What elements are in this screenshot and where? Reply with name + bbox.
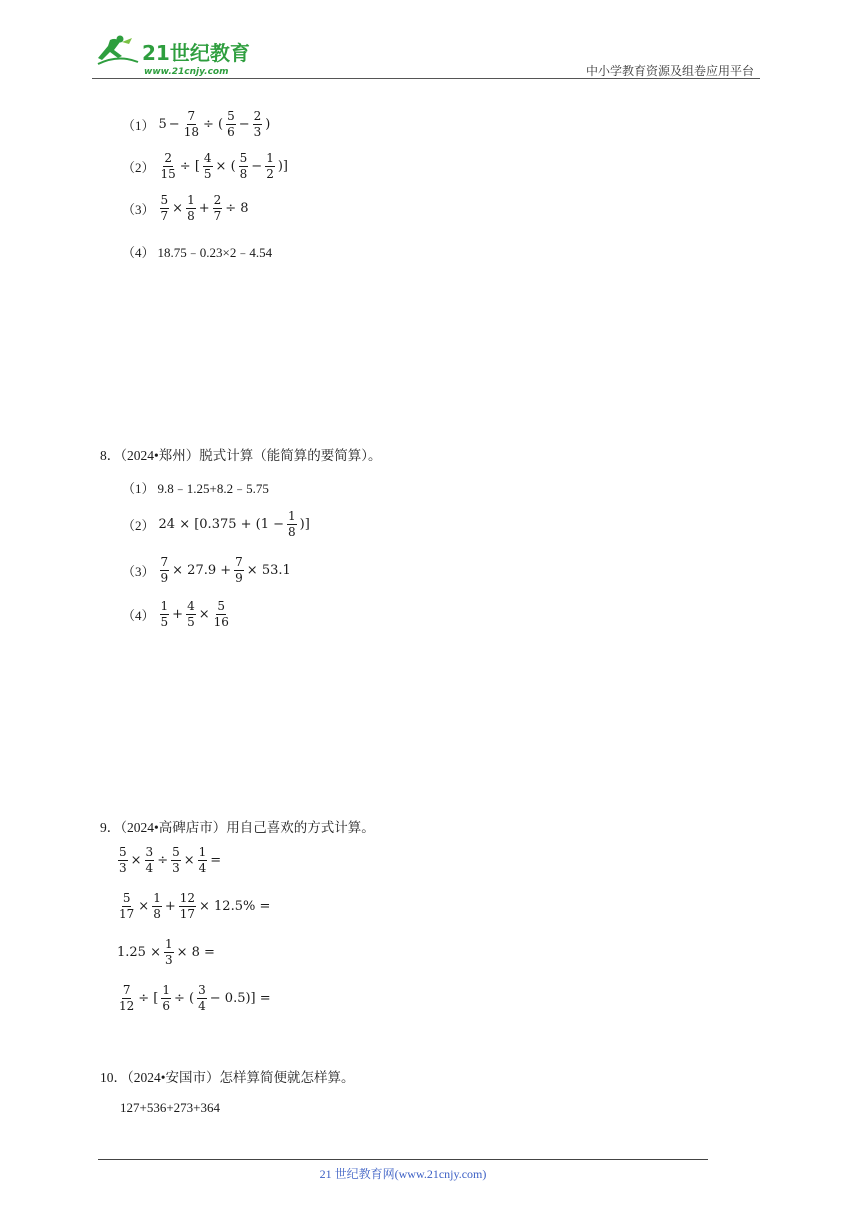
operator: × 12.5% = — [199, 899, 271, 915]
fraction: $\frac{12}{17}$ — [179, 891, 196, 922]
fraction: $\frac{3}{4}$ — [198, 983, 206, 1014]
q8-item-2 — [122, 510, 311, 539]
operator: ) — [265, 117, 271, 133]
operator: − — [251, 159, 263, 175]
operator: × 8 = — [176, 945, 215, 961]
fraction: $\frac{3}{4}$ — [145, 845, 154, 876]
item-label: （3） — [122, 564, 155, 580]
item-label: （1） — [122, 118, 155, 134]
operator: − — [238, 117, 250, 133]
operator: × — [138, 899, 150, 915]
fraction: $\frac{1}{8}$ — [288, 509, 296, 540]
fraction: $\frac{5}{7}$ — [160, 193, 169, 224]
operator: × 27.9 + — [172, 563, 232, 579]
q10-title: 10．（2024•安国市）怎样算简便就怎样算。 — [100, 1070, 355, 1085]
footer-text: 21 世纪教育网(www.21cnjy.com) — [319, 1167, 487, 1181]
q8-item-1 — [122, 478, 269, 497]
runner-icon — [98, 36, 138, 65]
fraction: $\frac{1}{5}$ — [160, 599, 169, 630]
fraction: $\frac{7}{18}$ — [183, 109, 199, 140]
q9-item-2 — [116, 892, 271, 921]
operator: + — [172, 607, 184, 623]
fraction: $\frac{4}{5}$ — [187, 599, 195, 630]
q9-title: 9．（2024•高碑店市）用自己喜欢的方式计算。 — [100, 820, 375, 835]
fraction: $\frac{5}{6}$ — [227, 109, 235, 140]
operator: ÷ ( — [174, 991, 195, 1007]
operator: ÷ [ — [179, 159, 200, 175]
item-label: （4） — [122, 608, 155, 624]
expression: 18.75﹣0.23×2﹣4.54 — [157, 245, 273, 260]
operator: + — [198, 201, 210, 217]
q9-item-3 — [116, 938, 216, 967]
fraction: $\frac{2}{7}$ — [213, 193, 222, 224]
fraction: $\frac{2}{3}$ — [253, 109, 262, 140]
fraction: $\frac{7}{9}$ — [235, 555, 243, 586]
fraction: $\frac{1}{6}$ — [162, 983, 171, 1014]
q9-item-4 — [116, 984, 272, 1013]
site-logo — [92, 34, 262, 78]
q7-item-3 — [122, 194, 250, 223]
fraction: $\frac{4}{5}$ — [203, 151, 212, 182]
operator: )] — [277, 159, 288, 175]
q7-item-4 — [122, 242, 272, 261]
header-platform-text: 中小学教育资源及组卷应用平台 — [585, 64, 754, 78]
operator: × — [198, 607, 210, 623]
svg-text:21世纪教育: 21世纪教育 — [142, 41, 250, 65]
item-label: （3） — [122, 202, 155, 218]
fraction: $\frac{1}{3}$ — [164, 937, 173, 968]
term: 5 — [158, 117, 167, 133]
operator: ÷ 8 — [225, 201, 249, 217]
fraction: $\frac{5}{16}$ — [213, 599, 229, 630]
operator: )] — [299, 517, 310, 533]
q8-item-3 — [122, 556, 292, 585]
item-label: （1） — [122, 481, 155, 496]
operator: × — [183, 853, 195, 869]
header-divider — [92, 78, 760, 79]
fraction: $\frac{7}{12}$ — [119, 983, 135, 1014]
operator: ÷ ( — [202, 117, 224, 133]
operator: × — [172, 201, 184, 217]
operator: − — [168, 117, 180, 133]
q9-item-1 — [116, 846, 222, 875]
fraction: $\frac{1}{8}$ — [187, 193, 195, 224]
operator: + — [164, 899, 176, 915]
term: 1.25 × — [117, 945, 161, 961]
fraction: $\frac{5}{3}$ — [172, 845, 180, 876]
expression: 9.8﹣1.25+8.2﹣5.75 — [157, 481, 269, 496]
fraction: $\frac{1}{2}$ — [266, 151, 274, 182]
operator: × — [130, 853, 142, 869]
item-label: （4） — [122, 245, 155, 260]
term: 24 × [0.375 + (1 − — [158, 517, 285, 533]
operator: ÷ [ — [138, 991, 159, 1007]
item-label: （2） — [122, 160, 155, 176]
operator: × 53.1 — [246, 563, 291, 579]
fraction: $\frac{1}{8}$ — [153, 891, 161, 922]
operator: ÷ — [157, 853, 169, 869]
footer-divider — [98, 1159, 708, 1160]
svg-text:www.21cnjy.com: www.21cnjy.com — [144, 67, 229, 77]
q7-item-2 — [122, 152, 289, 181]
fraction: $\frac{2}{15}$ — [160, 151, 176, 182]
q10-expression: 127+536+273+364 — [120, 1100, 220, 1115]
q8-title: 8．（2024•郑州）脱式计算（能简算的要简算）。 — [100, 448, 382, 463]
fraction: $\frac{7}{9}$ — [160, 555, 169, 586]
item-label: （2） — [122, 518, 155, 534]
fraction: $\frac{5}{17}$ — [119, 891, 135, 922]
operator: − 0.5)] = — [209, 991, 271, 1007]
operator: = — [210, 853, 222, 869]
fraction: $\frac{5}{8}$ — [239, 151, 248, 182]
operator: × ( — [215, 159, 236, 175]
q8-item-4 — [122, 600, 232, 629]
q7-item-1 — [122, 110, 271, 139]
fraction: $\frac{1}{4}$ — [198, 845, 207, 876]
fraction: $\frac{5}{3}$ — [119, 845, 127, 876]
